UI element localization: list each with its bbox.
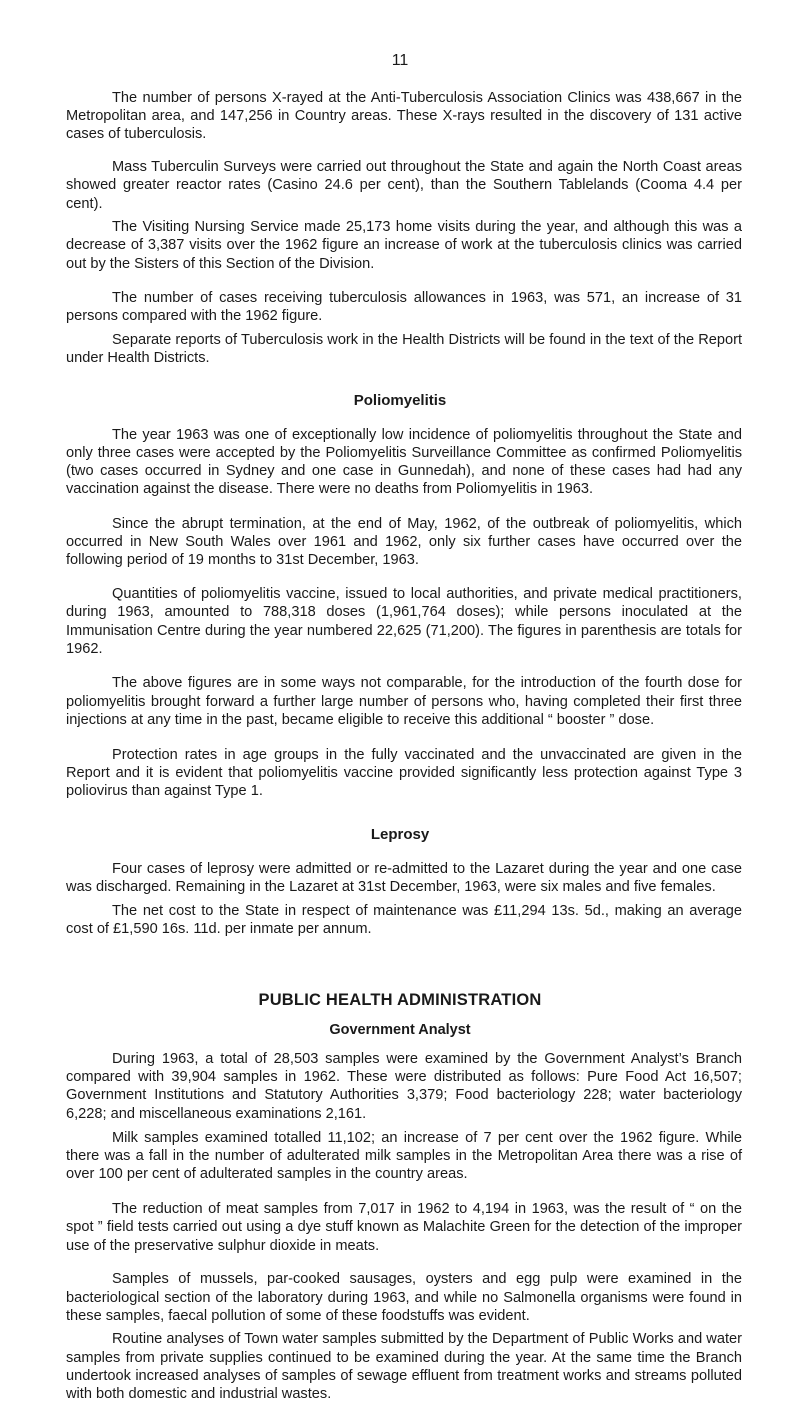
- tb-paragraph-2: Mass Tuberculin Surveys were carried out throughout the State and again the North Coast areas showed greater reactor rates (Casino 24.6 per cent), than the Southern Tablelands (Cooma 4.4 per cent).: [66, 159, 742, 212]
- polio-paragraph-1: The year 1963 was one of exceptionally low incidence of poliomyelitis throughout the State and only three cases were accepted by the Poliomyelitis Surveillance Committee as confirmed Poliomyelitis (two cases occurred in Sydney and one case in Gunnedah), and none of these cases had had any vaccination against the disease. There were no deaths from Poliomyelitis in 1963.: [66, 426, 742, 498]
- analyst-paragraph-1: During 1963, a total of 28,503 samples were examined by the Government Analyst’s Branch compared with 39,904 samples in 1962. These were distributed as follows: Pure Food Act 16,507; Government Institutions and Statutory Authorities 3,379; Food bacteriology 228; water bacteriology 6,228; and miscellaneous examinations 2,161.: [66, 1051, 742, 1122]
- tb-paragraph-3: The Visiting Nursing Service made 25,173 home visits during the year, and although this was a decrease of 3,387 visits over the 1962 figure an increase of work at the tuberculosis clinics was carried out by the Sisters of this Section of the Division.: [66, 219, 742, 272]
- leprosy-paragraph-2: The net cost to the State in respect of maintenance was £11,294 13s. 5d., making an average cost of £1,590 16s. 11d. per inmate per annum.: [66, 902, 742, 937]
- analyst-paragraph-2: Milk samples examined totalled 11,102; an increase of 7 per cent over the 1962 figure. While there was a fall in the number of adulterated milk samples in the Metropolitan Area there was a rise of over 100 per cent of adulterated samples in the country areas.: [66, 1130, 742, 1183]
- poliomyelitis-heading: Poliomyelitis: [353, 391, 447, 409]
- tb-paragraph-1: The number of persons X-rayed at the Anti-Tuberculosis Association Clinics was 438,667 in the Metropolitan area, and 147,256 in Country areas. These X-rays resulted in the discovery of 131 active cases of tuberculosis.: [66, 90, 742, 143]
- analyst-paragraph-4: Samples of mussels, par-cooked sausages, oysters and egg pulp were examined in the bacteriological section of the laboratory during 1963, and while no Salmonella organisms were found in these samples, faecal pollution of some of these foodstuffs was evident.: [66, 1271, 742, 1324]
- leprosy-heading: Leprosy: [370, 825, 430, 843]
- polio-paragraph-3: Quantities of poliomyelitis vaccine, issued to local authorities, and private medical practitioners, during 1963, amounted to 788,318 doses (1,961,764 doses); while persons inoculated at the Immunisation Centre during the year numbered 22,625 (71,200). The figures in parenthesis are totals for 1962.: [66, 586, 742, 657]
- tb-paragraph-4: The number of cases receiving tuberculosis allowances in 1963, was 571, an increase of 31 persons compared with the 1962 figure.: [66, 289, 742, 324]
- government-analyst-heading: Government Analyst: [329, 1022, 471, 1039]
- polio-paragraph-4: The above figures are in some ways not comparable, for the introduction of the fourth dose for poliomyelitis brought forward a further large number of persons who, having completed their first three injections at any time in the past, became eligible to receive this additional “ booster ” dose.: [66, 675, 742, 728]
- analyst-paragraph-5: Routine analyses of Town water samples submitted by the Department of Public Works and water samples from private supplies continued to be examined during the year. At the same time the Branch undertook increased analyses of samples of sewage effluent from treatment works and streams polluted with both domestic and industrial wastes.: [66, 1331, 742, 1402]
- leprosy-paragraph-1: Four cases of leprosy were admitted or re-admitted to the Lazaret during the year and one case was discharged. Remaining in the Lazaret at 31st December, 1963, were six males and five females.: [66, 860, 742, 895]
- page-number: 11: [391, 52, 409, 69]
- polio-paragraph-5: Protection rates in age groups in the fully vaccinated and the unvaccinated are given in the Report and it is evident that poliomyelitis vaccine provided significantly less protection against Type 3 poliovirus than against Type 1.: [66, 746, 742, 799]
- polio-paragraph-2: Since the abrupt termination, at the end of May, 1962, of the outbreak of poliomyelitis, which occurred in New South Wales over 1961 and 1962, only six further cases have occurred over the following period of 19 months to 31st December, 1963.: [66, 516, 742, 569]
- analyst-paragraph-3: The reduction of meat samples from 7,017 in 1962 to 4,194 in 1963, was the result of “ on the spot ” field tests carried out using a dye stuff known as Malachite Green for the detection of the improper use of the preservative sulphur dioxide in meats.: [66, 1201, 742, 1254]
- tb-paragraph-5: Separate reports of Tuberculosis work in the Health Districts will be found in the text of the Report under Health Districts.: [66, 331, 742, 366]
- public-health-heading: PUBLIC HEALTH ADMINISTRATION: [258, 990, 542, 1009]
